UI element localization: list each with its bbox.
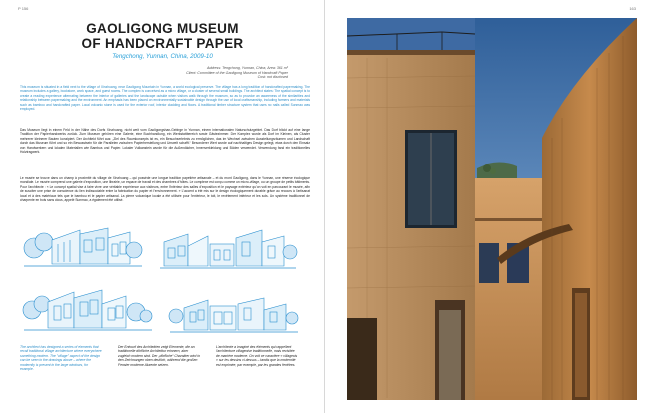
project-meta	[180, 66, 288, 80]
caption-english: The architect has designed a series of elements that recall traditional village architecture where everywhere something modern. The "village" aspect of the design can be seen in the drawings above – where the modernity is present in the large windows, for example.	[20, 345, 102, 372]
left-page-number: P 156	[18, 6, 29, 11]
title-line-2: OF HANDCRAFT PAPER	[81, 36, 244, 51]
museum-photo	[347, 18, 637, 400]
caption-french: L'architecte a imaginé des éléments qui rappellent l'architecture villageoise traditionnelle, mais revisitée de manière moderne. On voit ce caractère « villageois » sur les dessins ci-dessus – tandis que la modernité est exprimée, par exemple, par les grandes fenêtres.	[216, 345, 298, 367]
title-line-1: GAOLIGONG MUSEUM	[86, 21, 239, 36]
right-page	[325, 0, 650, 413]
meta-client: Client: Committee of the Gaoligong Museum of Handcraft Paper	[186, 70, 288, 75]
meta-cost: Cost: not disclosed	[257, 75, 288, 80]
english-body-text: This museum is situated in a field next to the village of Xinzhuang, near Gaoligong Mountain in Yunnan, a world ecological preserve. The village has a long tradition of handcrafted papermaking. The museum includes a gallery, bookstore, work space, and guest rooms. The complex is conceived as a micro village, or a cluster of several small buildings. The architect states: The spatial concept is to create a reading experience alternating between the interior of galleries and the landscape outside when visitors walk through the museum, so as to provoke an awareness of the similarities and relationship between papermaking and the environment. An emphasis has been placed on environmentally sustainable design through the use of local craftsmanship, including farmers and materials such as bamboo and handcrafted paper. Local volcanic stone is used for the exterior roof, interior cladding and floors. A traditional timber structure system that uses no nails called Sunmao was employed.	[20, 85, 310, 112]
french-body-text: Le musée se trouve dans un champ à proximité du village de Xinzhuang – qui possède une longue tradition papetière artisanale – et du mont Gaoligong, dans le Yunnan, une réserve écologique mondiale. Le musée comprend une galerie d'exposition, une librairie, un espace de travail et des chambres d'hôtes. Le complexe est conçu comme un micro-village, ou un groupe de petits bâtiments. Pour l'architecte : « Le concept spatial vise à faire vivre une véritable expérience aux visiteurs, entre l'intérieur des salles d'exposition et le paysage extérieur qu'on voit en parcourant le musée, afin de susciter une prise de conscience du lien indissociable entre la fabrication du papier et l'environnement. » L'accent a été mis sur le design écologiquement durable grâce au recours à l'artisanat local et à des matériaux tels que le bambou et le papier artisanal. La pierre volcanique locale a été utilisée pour l'extérieur, le toit, le revêtement intérieur et les sols. Un système traditionnel de charpente en bois sans clous, appelé Sunmao, a également été utilisé.	[20, 176, 310, 203]
elevation-drawing-top-left	[22, 222, 144, 277]
subtitle: Tengchong, Yunnan, China, 2009-10	[112, 53, 213, 60]
elevation-drawing-top-right	[158, 222, 298, 277]
elevation-drawing-bottom-left	[22, 282, 154, 338]
caption-german: Der Entwurf des Architekten zeigt Elemente, die an traditionelle dörfliche Architektur erinnern, aber zugleich modern sind. Der „dörfliche“ Charakter wird in den Zeichnungen oben deutlich, während die großen Fenster moderne Akzente setzen.	[118, 345, 200, 367]
elevation-drawing-bottom-right	[168, 290, 300, 340]
german-body-text: Das Museum liegt in einem Feld in der Nähe des Dorfs Xinzhuang, nicht weit vom Gaoligongshan-Gebirge in Yunnan, einem internationalen Naturschutzgebiet. Das Dorf blickt auf eine lange Tradition der Papierhandwerks zurück. Zum Museum gehören eine Galerie, eine Buchhandlung, ein Werkstattbereich sowie Gästezimmer. Der Komplex wurde als Dorf im Kleinen, als Cluster mehrerer kleinerer Bauten konzipiert. Der Architekt führt aus: „Ziel des Raumkonzepts ist es, ein Besuchserlebnis zu ermöglichen, das im Wechsel zwischen Ausstellungsräumen und Landschaft durch das Museum führt und so ein Bewusstsein für die Parallelen zwischen Papierherstellung und Umwelt schafft.“ Besonderer Wert wurde auf nachhaltiges Design gelegt, etwa durch den Einsatz von Handwerkern und lokalen Materialien wie Bambus und Papier. Lokaler Vulkanstein wurde für die Außendächer, Innenverkleidung und Böden verwendet. Verwendung fand ein traditionelles Holztragwerk.	[20, 128, 310, 155]
meta-address: Address: Tengchong, Yunnan, China, Area: 361 m²	[206, 66, 288, 70]
right-page-number: 163	[629, 6, 636, 11]
